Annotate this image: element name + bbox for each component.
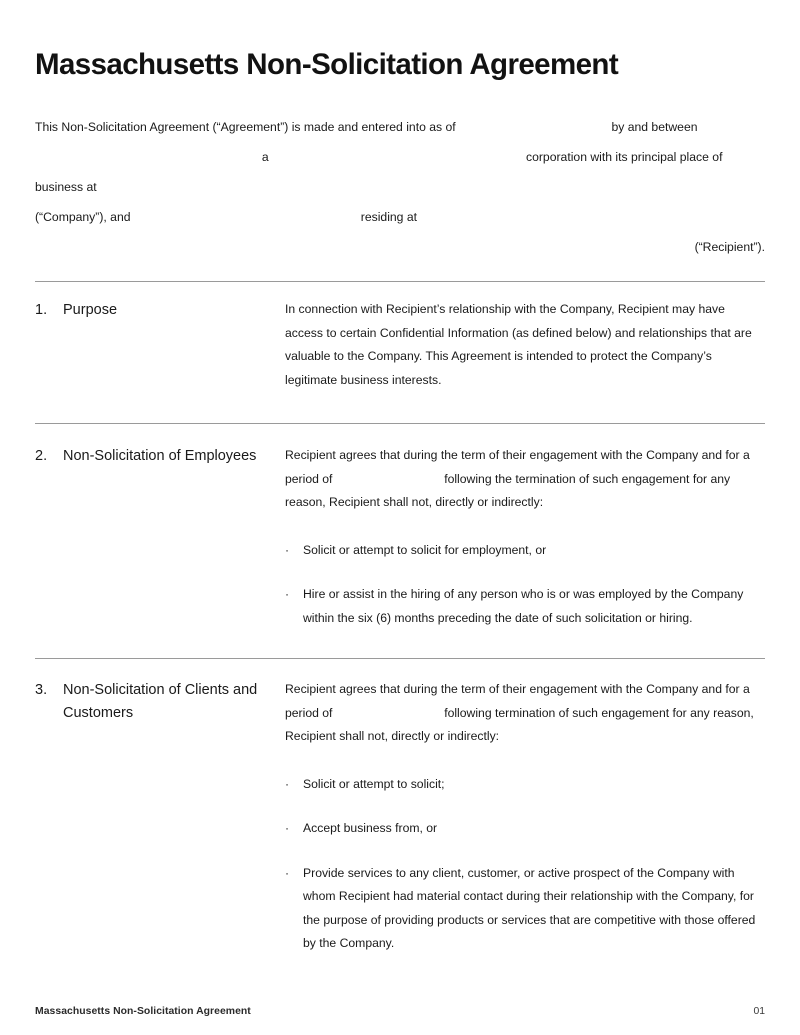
- bullet-dot-icon: ·: [285, 542, 290, 557]
- section-divider-1: [35, 281, 765, 282]
- section-3-lead-a: Recipient agrees that during the term of their engagement with the Company and for a period of: [285, 682, 754, 720]
- intro-text-1a: This Non-Solicitation Agreement (“Agreement”) is made and entered into as of: [35, 120, 456, 134]
- bullet-dot-icon: ·: [285, 776, 290, 791]
- list-item-text: Provide services to any client, customer, or active prospect of the Company with whom Recipient had material contact during their relationship with the Company, for the purpose of providing products or services that are competitive with those offered by the Company.: [303, 865, 756, 950]
- section-non-solicitation-clients: [35, 678, 765, 956]
- page-footer: [35, 1006, 765, 1017]
- list-item-text: Solicit or attempt to solicit;: [303, 776, 445, 791]
- section-3-title: Non-Solicitation of Clients and Customers: [63, 682, 258, 721]
- bullet-dot-icon: ·: [285, 587, 290, 601]
- section-divider-2: [35, 423, 765, 424]
- section-2-body: [285, 444, 765, 630]
- section-purpose: [35, 298, 765, 392]
- section-1-number: 1.: [35, 302, 48, 318]
- section-2-lead: [285, 444, 765, 515]
- intro-blank-state[interactable]: [269, 142, 526, 172]
- section-2-lead-b: following the termination of such engagement for any reason, Recipient shall not, directly or indirectly:: [285, 471, 734, 509]
- bullet-dot-icon: ·: [285, 865, 290, 880]
- intro-paragraph: [35, 112, 765, 262]
- section-2-bullet-list: [285, 539, 765, 631]
- intro-line-3: [35, 172, 765, 202]
- list-item: [285, 862, 765, 956]
- bullet-dot-icon: ·: [285, 821, 290, 835]
- list-item-text: Accept business from, or: [303, 821, 438, 835]
- footer-page-number: 01: [753, 1006, 765, 1017]
- intro-line-5: [35, 232, 765, 262]
- intro-blank-recipient-name[interactable]: [131, 202, 361, 232]
- page-title: Massachusetts Non-Solicitation Agreement: [35, 47, 619, 81]
- list-item: [285, 539, 765, 563]
- section-2-blank-period[interactable]: [332, 468, 444, 492]
- list-item: [285, 817, 765, 841]
- intro-line-1: [35, 112, 765, 142]
- intro-text-1b: by and between: [611, 120, 698, 134]
- section-3-number: 3.: [35, 682, 48, 698]
- intro-line-4: [35, 202, 765, 232]
- section-1-lead-text: In connection with Recipient’s relationship with the Company, Recipient may have access to certain Confidential Information (as defined below) and relationships that are valuable to the Company. This Agreement is intended to protect the Company’s legitimate business interests.: [285, 302, 756, 387]
- section-2-number: 2.: [35, 448, 48, 464]
- intro-line-2: [35, 142, 765, 172]
- section-3-lead: [285, 678, 765, 749]
- intro-text-3a: business at: [35, 180, 97, 194]
- section-1-body: [285, 298, 765, 392]
- section-3-body: [285, 678, 765, 956]
- intro-text-5b: (“Recipient”).: [694, 240, 765, 254]
- section-1-title: Purpose: [63, 302, 118, 318]
- intro-text-2b: corporation with its principal place of: [526, 150, 723, 164]
- section-3-blank-period[interactable]: [332, 702, 444, 726]
- section-1-heading: [35, 298, 285, 322]
- list-item: [285, 773, 765, 797]
- list-item-text: Hire or assist in the hiring of any person who is or was employed by the Company within the six (6) months preceding the date of such solicitation or hiring.: [303, 587, 744, 625]
- section-divider-3: [35, 658, 765, 659]
- list-item-text: Solicit or attempt to solicit for employment, or: [303, 542, 547, 557]
- section-3-bullet-list: [285, 773, 765, 956]
- section-2-heading: [35, 444, 285, 468]
- section-3-heading: [35, 678, 285, 725]
- section-2-lead-a: Recipient agrees that during the term of their engagement with the Company and for a period of: [285, 448, 754, 486]
- intro-text-2a: a: [261, 150, 269, 164]
- section-non-solicitation-employees: [35, 444, 765, 630]
- footer-document-title: Massachusetts Non-Solicitation Agreement: [35, 1006, 251, 1017]
- section-3-lead-b: following termination of such engagement for any reason, Recipient shall not, directly or indirectly:: [285, 705, 758, 743]
- intro-text-4b: residing at: [360, 210, 418, 224]
- intro-text-4a: (“Company”), and: [35, 210, 131, 224]
- intro-blank-company-name[interactable]: [35, 142, 262, 172]
- section-2-title: Non-Solicitation of Employees: [63, 448, 257, 464]
- list-item: [285, 583, 765, 630]
- intro-blank-date[interactable]: [456, 112, 612, 142]
